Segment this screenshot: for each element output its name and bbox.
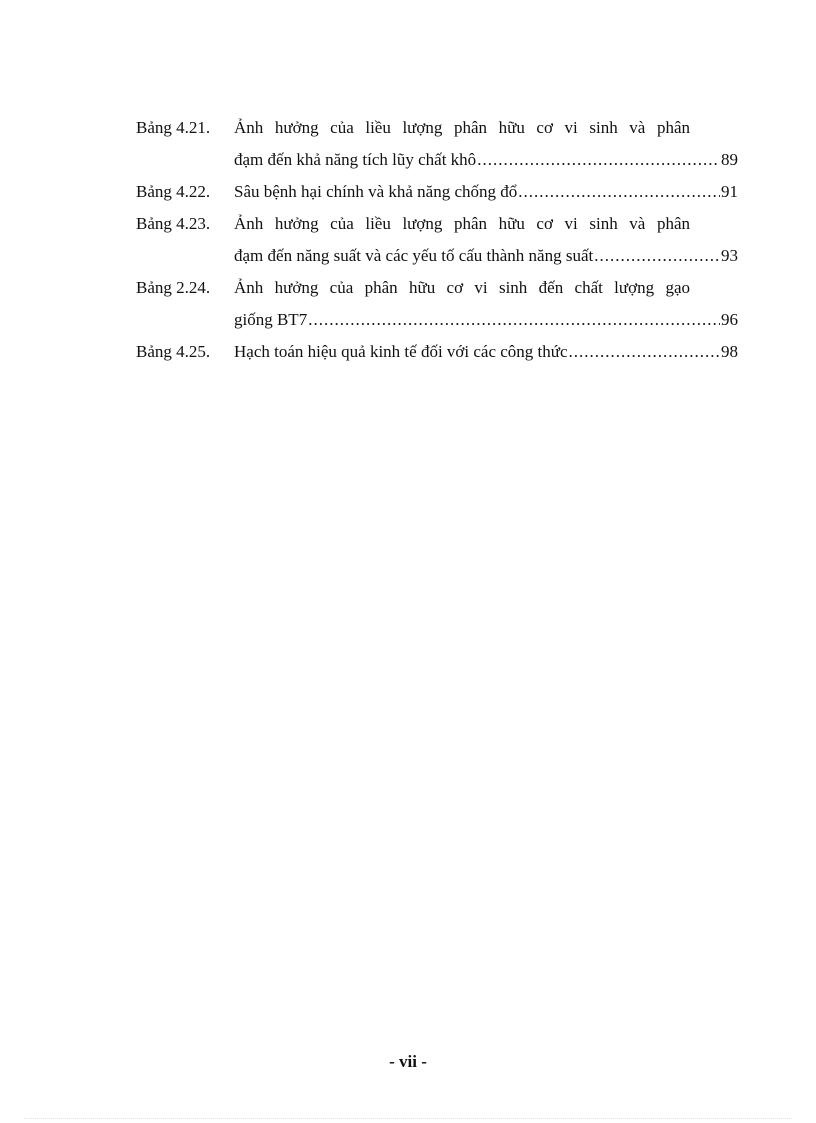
entry-title-line-1: Ảnh hưởng của phân hữu cơ vi sinh đến chất lượng gạo bbox=[234, 278, 690, 297]
entry-title-text: giống BT7 bbox=[234, 310, 308, 329]
toc-entry-2-24[interactable] bbox=[136, 272, 738, 336]
entry-label: Bảng 4.22. bbox=[136, 182, 211, 201]
page-number: 91 bbox=[721, 182, 738, 201]
entry-title-text: Sâu bệnh hại chính và khả năng chống đổ bbox=[234, 182, 518, 201]
toc-entry-4-25[interactable] bbox=[136, 336, 738, 368]
entry-label: Bảng 4.25. bbox=[136, 342, 211, 361]
entry-title-line bbox=[234, 176, 738, 208]
entry-body bbox=[234, 112, 738, 176]
toc-entry-4-22[interactable] bbox=[136, 176, 738, 208]
dot-leader bbox=[594, 240, 720, 272]
page-number: 96 bbox=[721, 310, 738, 329]
dot-leader bbox=[477, 144, 720, 176]
entry-body bbox=[234, 208, 738, 272]
entry-body bbox=[234, 336, 738, 368]
entry-title-line-1: Ảnh hưởng của liều lượng phân hữu cơ vi sinh và phân bbox=[234, 214, 690, 233]
page-number: 89 bbox=[721, 150, 738, 169]
entry-label: Bảng 4.23. bbox=[136, 214, 211, 233]
entry-label: Bảng 4.21. bbox=[136, 118, 211, 137]
entry-title-line-1: Ảnh hưởng của liều lượng phân hữu cơ vi sinh và phân bbox=[234, 118, 690, 137]
page-footer-number: - vii - bbox=[389, 1052, 427, 1071]
entry-title-line-2 bbox=[234, 304, 738, 336]
dot-leader bbox=[569, 336, 720, 368]
entry-body bbox=[234, 272, 738, 336]
entry-title-line-2 bbox=[234, 144, 738, 176]
entry-title-line-2 bbox=[234, 240, 738, 272]
entry-title-text: Hạch toán hiệu quả kinh tế đối với các công thức bbox=[234, 342, 568, 361]
entry-title-text: đạm đến năng suất và các yếu tố cấu thành năng suất bbox=[234, 246, 594, 265]
table-of-tables bbox=[136, 112, 738, 368]
toc-entry-4-21[interactable] bbox=[136, 112, 738, 176]
entry-title-text: đạm đến khả năng tích lũy chất khô bbox=[234, 150, 477, 169]
entry-title-line bbox=[234, 336, 738, 368]
toc-entry-4-23[interactable] bbox=[136, 208, 738, 272]
entry-body bbox=[234, 176, 738, 208]
dot-leader bbox=[518, 176, 720, 208]
page-bottom-divider bbox=[24, 1118, 792, 1119]
entry-label: Bảng 2.24. bbox=[136, 278, 211, 297]
page-number: 93 bbox=[721, 246, 738, 265]
dot-leader bbox=[308, 304, 720, 336]
page-number: 98 bbox=[721, 342, 738, 361]
